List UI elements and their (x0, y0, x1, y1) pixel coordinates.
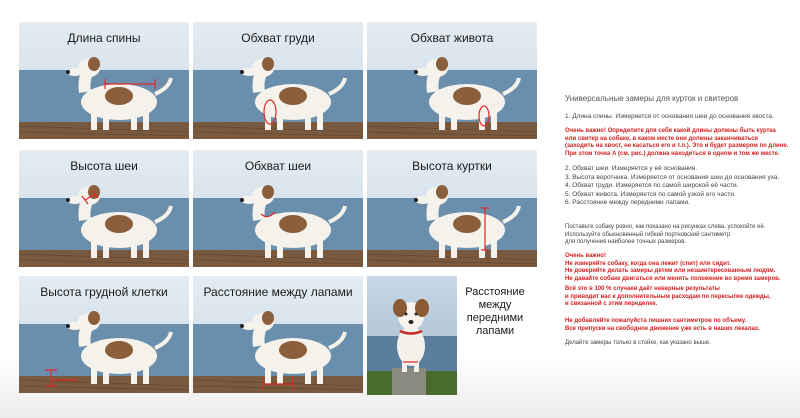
warning-2-line-0: Очень важно! (565, 253, 606, 259)
card-title: Обхват груди (241, 31, 315, 45)
warning-length (565, 128, 790, 158)
item-1-text: 1. Длина спины. Измеряется от основания шеи до основания хвоста. (565, 113, 774, 120)
note-line-2: для получения наиболее точных размеров. (565, 239, 687, 246)
measurement-card (193, 22, 363, 139)
dog-portrait-photo (367, 276, 457, 395)
card-title: Длина спины (67, 31, 141, 45)
measurement-card (193, 276, 363, 393)
panel-heading: Универсальные замеры для курток и свитеров (565, 94, 739, 103)
warning-allowance (565, 318, 790, 333)
warning-1-line-3: При этом точка А (см. рис.) должна находиться в одном и том же месте. (565, 150, 780, 157)
warning-4-line-0: Не добавляйте пожалуйста лишних сантиметров по объему. (565, 318, 747, 324)
list-item: 4. Обхват груди. Измеряется по самой широкой её части. (565, 182, 739, 190)
warning-1-line-1: или свитер на собаке, в каком месте они должны заканчиваться (565, 135, 759, 142)
warning-1-line-2: (заходить на хвост, не касаться его и т.п.). Это и будет размером по длине. (565, 143, 789, 150)
card-title: Высота куртки (412, 159, 492, 173)
list-item: 5. Обхват живота. Измеряется по самой узкой его части. (565, 190, 736, 198)
footer-note (565, 340, 790, 348)
note-block (565, 224, 790, 247)
measurement-card (193, 150, 363, 267)
item-back-length (565, 113, 790, 121)
card-portrait-paws (367, 276, 457, 395)
list-item: 6. Расстояние между передними лапами. (565, 199, 690, 207)
card-title: Обхват шеи (244, 159, 312, 173)
card-title: Высота шеи (70, 159, 138, 173)
warning-2-line-1: Не измеряйте собаку, когда она лежит (спит) или сидит. (565, 260, 731, 267)
warning-measuring (565, 253, 790, 283)
measurement-instructions (565, 94, 790, 103)
note-line-0: Поставьте собаку ровно, как показано на рисунках слева, успокойте её. (565, 224, 766, 230)
card-title: Обхват живота (410, 31, 494, 45)
card-title: Высота грудной клетки (40, 285, 168, 299)
warning-results (565, 286, 790, 309)
paws-distance-label: Расстояние между передними лапами (465, 286, 525, 337)
warning-3-line-2: и связанной с этим переделке. (565, 301, 658, 308)
measurement-card (19, 150, 189, 267)
note-line-1: Используйте обыкновенный гибкий портновский сантиметр (565, 231, 731, 238)
measurement-card (19, 22, 189, 139)
warning-3-line-1: и приводит вас к дополнительным расходам по пересылке одежды, (565, 293, 771, 300)
warning-2-line-2: Не доверяйте делать замеры детям или незаинтересованным людям. (565, 268, 776, 275)
warning-2-line-3: Не давайте собаке двигаться или менять положение во время замеров. (565, 275, 781, 282)
warning-1-line-0: Очень важно! Определите для себя какой длины должны быть куртка (565, 128, 776, 134)
measurement-card (367, 22, 537, 139)
list-item: 3. Высота воротника. Измеряется от основания шеи до основания уха. (565, 173, 780, 181)
measurement-card (19, 276, 189, 393)
footer-text: Делайте замеры только в стойке, как указано выше. (565, 340, 711, 346)
warning-3-line-0: Всё это в 100 % случаев даёт неверные результаты (565, 286, 720, 292)
measurement-card (367, 150, 537, 267)
warning-4-line-1: Все припуски на свободное движение уже есть в наших лекалах. (565, 325, 760, 332)
list-item: 2. Обхват шеи. Измеряется у её основания. (565, 165, 698, 172)
items-list (565, 165, 790, 208)
card-title: Расстояние между лапами (203, 285, 353, 299)
